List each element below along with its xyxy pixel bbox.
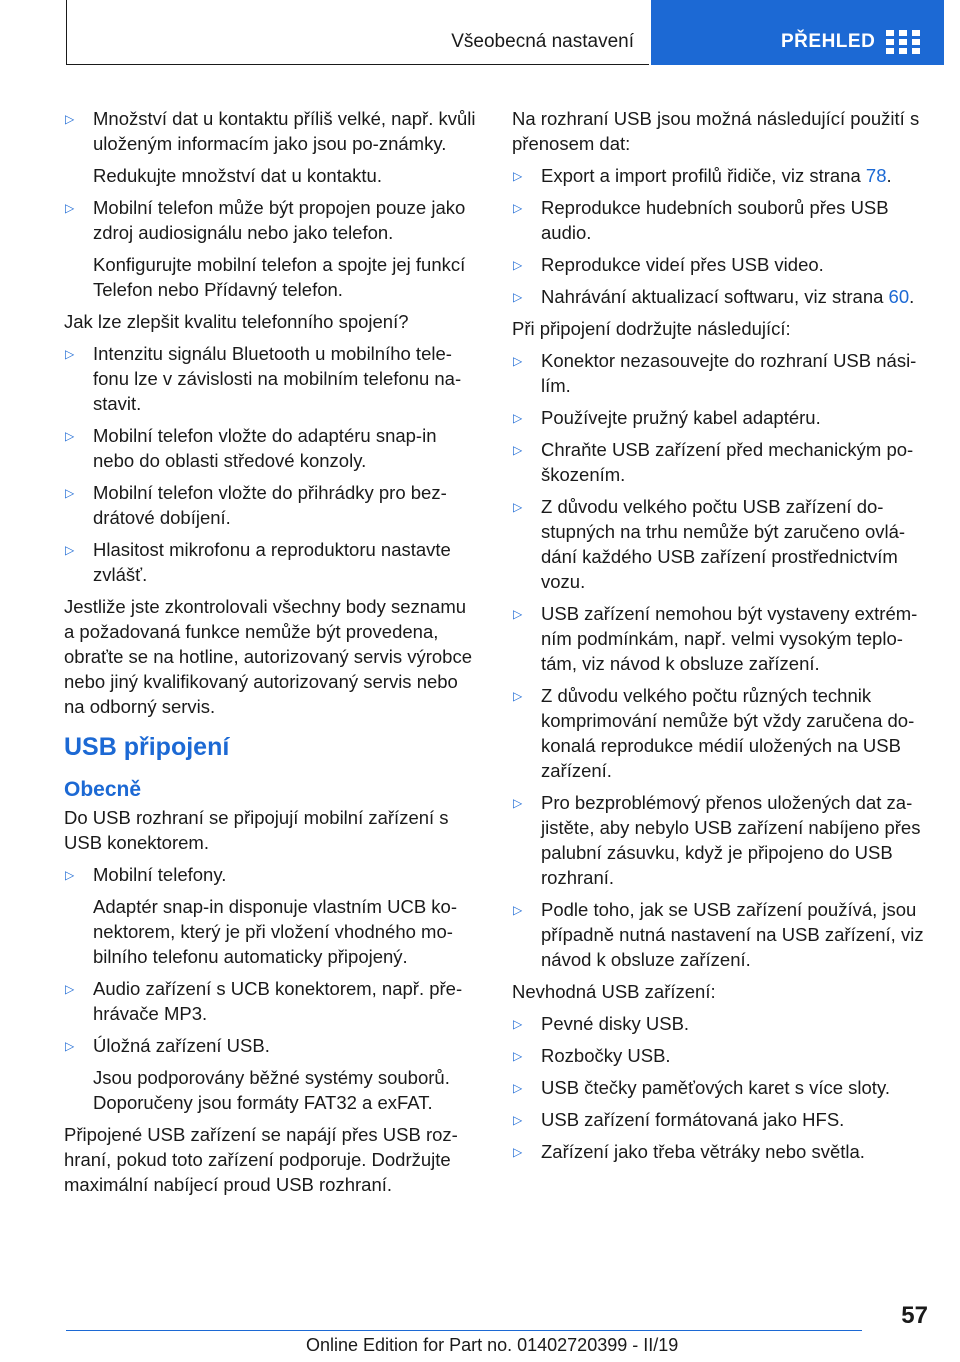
list-item-text: USB čtečky paměťových karet s více sloty. bbox=[541, 1077, 890, 1098]
list-item-text: Hlasitost mikrofonu a reproduktoru nastavte zvlášť. bbox=[93, 539, 451, 585]
list-item-text: Podle toho, jak se USB zařízení používá, jsou případně nutná nastavení na USB zařízení, viz návod k obsluze zařízení. bbox=[541, 899, 924, 970]
list-item bbox=[64, 976, 478, 1026]
list-item bbox=[512, 1011, 926, 1036]
page-link[interactable]: 60 bbox=[888, 286, 910, 307]
list-item-text: Chraňte USB zařízení před mechanickým po‐škozením. bbox=[541, 439, 914, 485]
list-item bbox=[512, 601, 926, 676]
list-item bbox=[512, 163, 926, 188]
list-item-text: Pevné disky USB. bbox=[541, 1013, 690, 1034]
list-item-punct: . bbox=[886, 165, 892, 186]
triangle-bullet-icon: ▷ bbox=[513, 1113, 523, 1127]
list-item-text: Konektor nezasouvejte do rozhraní USB nási‐lím. bbox=[541, 350, 917, 396]
triangle-bullet-icon: ▷ bbox=[513, 1081, 523, 1095]
triangle-bullet-icon: ▷ bbox=[65, 429, 75, 443]
list-item-text: USB zařízení nemohou být vystaveny extrém‐ním podmínkám, např. velmi vysokým teplo‐tám, viz návod k obsluze zařízení. bbox=[541, 603, 918, 674]
overview-tab-label[interactable]: PŘEHLED bbox=[781, 31, 876, 52]
triangle-bullet-icon: ▷ bbox=[513, 689, 523, 703]
list-item bbox=[512, 252, 926, 277]
triangle-bullet-icon: ▷ bbox=[513, 258, 523, 272]
bullet-list bbox=[64, 862, 478, 1115]
section-heading: USB připojení bbox=[64, 733, 230, 761]
triangle-bullet-icon: ▷ bbox=[65, 112, 75, 126]
list-item bbox=[512, 1043, 926, 1068]
bullet-list bbox=[512, 163, 926, 309]
bullet-list bbox=[512, 348, 926, 972]
right-column bbox=[512, 106, 926, 1171]
list-item bbox=[512, 195, 926, 245]
list-item bbox=[64, 106, 478, 188]
page-link[interactable]: 78 bbox=[865, 165, 887, 186]
list-item bbox=[512, 1139, 926, 1164]
triangle-bullet-icon: ▷ bbox=[513, 903, 523, 917]
triangle-bullet-icon: ▷ bbox=[513, 796, 523, 810]
question-text: Jak lze zlepšit kvalitu telefonního spojení? bbox=[64, 311, 409, 332]
page-number: 57 bbox=[901, 1302, 928, 1329]
bullet-list bbox=[64, 341, 478, 587]
list-item-text: Intenzitu signálu Bluetooth u mobilního tele‐fonu lze v závislosti na mobilním telefonu na‐stavit. bbox=[93, 343, 462, 414]
subheading: Obecně bbox=[64, 778, 142, 801]
uses-intro: Na rozhraní USB jsou možná následující použití s přenosem dat: bbox=[512, 108, 920, 154]
list-item-text: Reprodukce videí přes USB video. bbox=[541, 254, 824, 275]
bullet-list bbox=[64, 106, 478, 302]
list-item-text: Používejte pružný kabel adaptéru. bbox=[541, 407, 821, 428]
list-item bbox=[512, 790, 926, 890]
triangle-bullet-icon: ▷ bbox=[65, 1039, 75, 1053]
list-item-punct: . bbox=[909, 286, 915, 307]
list-item-text: Zařízení jako třeba větráky nebo světla. bbox=[541, 1141, 865, 1162]
triangle-bullet-icon: ▷ bbox=[65, 486, 75, 500]
triangle-bullet-icon: ▷ bbox=[65, 347, 75, 361]
list-item-text: Z důvodu velkého počtu různých technik komprimování nemůže být vždy zaručena do‐konalá reprodukce médií uložených na USB zařízení. bbox=[541, 685, 915, 781]
list-item-text: Audio zařízení s UCB konektorem, např. pře‐hrávače MP3. bbox=[93, 978, 463, 1024]
list-item bbox=[512, 348, 926, 398]
list-item-text: Mobilní telefon vložte do adaptéru snap-in nebo do oblasti středové konzoly. bbox=[93, 425, 437, 471]
list-item-subtext: Konfigurujte mobilní telefon a spojte jej funkcí Telefon nebo Přídavný telefon. bbox=[93, 254, 466, 300]
power-note: Připojené USB zařízení se napájí přes USB roz‐hraní, pokud toto zařízení podporuje. Dodržujte maximální nabíjecí proud USB rozhraní. bbox=[64, 1124, 458, 1195]
list-item-text: Pro bezproblémový přenos uložených dat za‐jistěte, aby nebylo USB zařízení nabíjeno přes palubní zásuvku, když je připojeno do USB rozhraní. bbox=[541, 792, 921, 888]
triangle-bullet-icon: ▷ bbox=[513, 1049, 523, 1063]
list-item bbox=[64, 195, 478, 302]
list-item bbox=[512, 1107, 926, 1132]
list-item bbox=[512, 437, 926, 487]
list-item-text: Reprodukce hudebních souborů přes USB audio. bbox=[541, 197, 889, 243]
triangle-bullet-icon: ▷ bbox=[513, 354, 523, 368]
unsuitable-intro: Nevhodná USB zařízení: bbox=[512, 981, 716, 1002]
list-item-text: Úložná zařízení USB. bbox=[93, 1035, 270, 1056]
list-item-subtext: Redukujte množství dat u kontaktu. bbox=[93, 165, 382, 186]
list-item-text: Mobilní telefony. bbox=[93, 864, 227, 885]
list-item bbox=[64, 480, 478, 530]
triangle-bullet-icon: ▷ bbox=[65, 543, 75, 557]
list-item-text: USB zařízení formátovaná jako HFS. bbox=[541, 1109, 845, 1130]
edition-footer: Online Edition for Part no. 01402720399 - II/19 bbox=[306, 1335, 679, 1355]
triangle-bullet-icon: ▷ bbox=[513, 411, 523, 425]
list-item-text: Nahrávání aktualizací softwaru, viz strana bbox=[541, 286, 889, 307]
list-item bbox=[512, 284, 926, 309]
list-item-text: Export a import profilů řidiče, viz strana bbox=[541, 165, 866, 186]
list-item bbox=[512, 897, 926, 972]
triangle-bullet-icon: ▷ bbox=[65, 201, 75, 215]
footer-divider bbox=[66, 1330, 862, 1331]
list-item bbox=[64, 862, 478, 969]
left-column bbox=[64, 106, 478, 1204]
observe-intro: Při připojení dodržujte následující: bbox=[512, 318, 791, 339]
list-item bbox=[512, 494, 926, 594]
triangle-bullet-icon: ▷ bbox=[65, 868, 75, 882]
section-title: Všeobecná nastavení bbox=[451, 31, 634, 52]
list-item-text: Množství dat u kontaktu příliš velké, např. kvůli uloženým informacím jako jsou po‐známky. bbox=[93, 108, 476, 154]
list-item bbox=[512, 683, 926, 783]
closing-paragraph: Jestliže jste zkontrolovali všechny body seznamu a požadovaná funkce nemůže být provedena, obraťte se na hotline, autorizovaný servis výrobce nebo jiný kvalifikovaný autorizovaný servis nebo na odborný servis. bbox=[64, 596, 472, 717]
page-header bbox=[0, 0, 960, 66]
list-item bbox=[64, 341, 478, 416]
header-underline bbox=[66, 64, 649, 65]
bullet-list bbox=[512, 1011, 926, 1164]
triangle-bullet-icon: ▷ bbox=[513, 169, 523, 183]
triangle-bullet-icon: ▷ bbox=[513, 1145, 523, 1159]
list-item bbox=[64, 423, 478, 473]
intro-paragraph: Do USB rozhraní se připojují mobilní zařízení s USB konektorem. bbox=[64, 807, 449, 853]
list-item bbox=[512, 405, 926, 430]
list-item-text: Mobilní telefon vložte do přihrádky pro bez‐drátové dobíjení. bbox=[93, 482, 447, 528]
list-item bbox=[64, 537, 478, 587]
list-item-subtext: Jsou podporovány běžné systémy souborů. Doporučeny jsou formáty FAT32 a exFAT. bbox=[93, 1067, 450, 1113]
header-divider bbox=[66, 0, 67, 64]
triangle-bullet-icon: ▷ bbox=[513, 290, 523, 304]
list-item-text: Rozbočky USB. bbox=[541, 1045, 671, 1066]
list-item bbox=[512, 1075, 926, 1100]
list-item bbox=[64, 1033, 478, 1115]
grid-icon[interactable] bbox=[886, 30, 920, 54]
list-item-subtext: Adaptér snap-in disponuje vlastním UCB ko‐nektorem, který je při vložení vhodného mo‐bilního telefonu automaticky připojený. bbox=[93, 896, 458, 967]
triangle-bullet-icon: ▷ bbox=[513, 607, 523, 621]
triangle-bullet-icon: ▷ bbox=[513, 500, 523, 514]
triangle-bullet-icon: ▷ bbox=[65, 982, 75, 996]
list-item-text: Z důvodu velkého počtu USB zařízení do‐stupných na trhu nemůže být zaručeno ovlá‐dání každého USB zařízení prostřednictvím vozu. bbox=[541, 496, 906, 592]
triangle-bullet-icon: ▷ bbox=[513, 443, 523, 457]
list-item-text: Mobilní telefon může být propojen pouze jako zdroj audiosignálu nebo jako telefon. bbox=[93, 197, 466, 243]
triangle-bullet-icon: ▷ bbox=[513, 1017, 523, 1031]
triangle-bullet-icon: ▷ bbox=[513, 201, 523, 215]
